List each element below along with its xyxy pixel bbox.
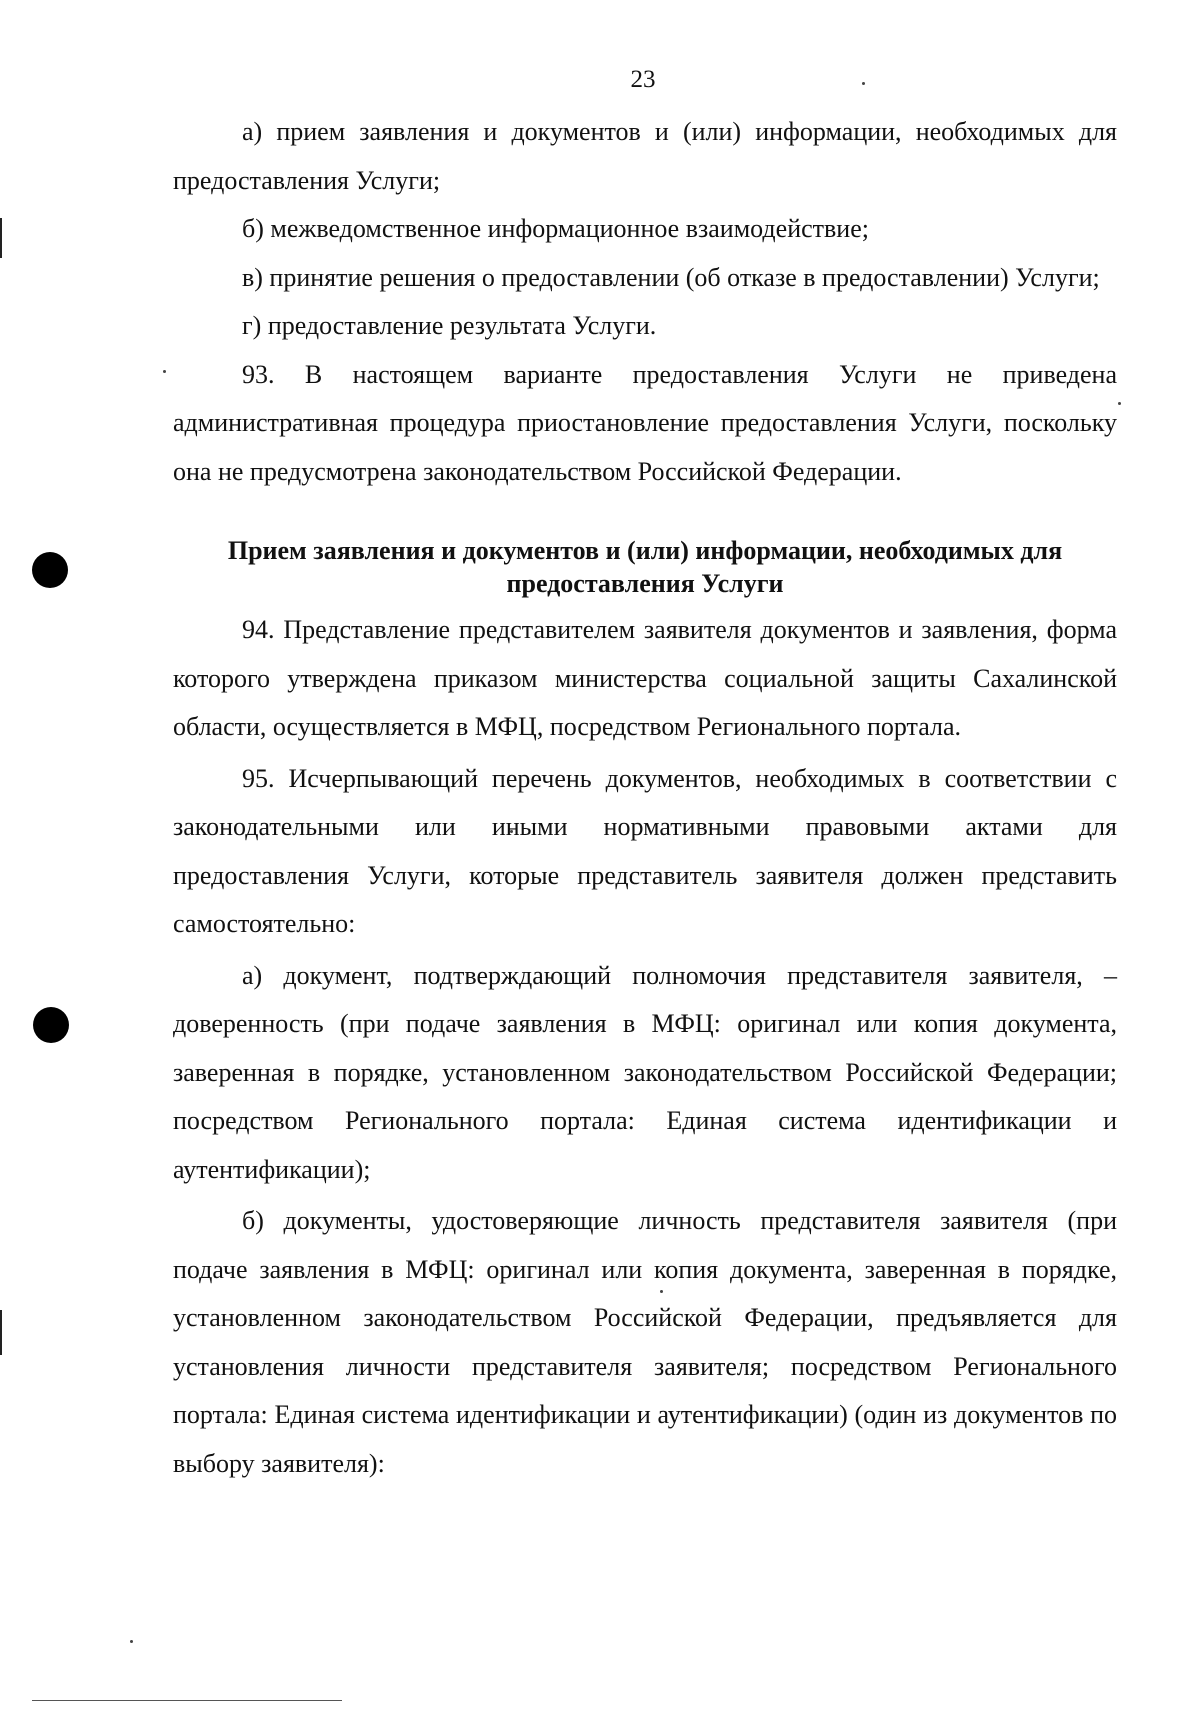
paragraph-94: 94. Представление представителем заявителя документов и заявления, форма которого утверждена приказом министерства социальной защиты Сахалинской области, осуществляется в МФЦ, посредством Регионального портала. (173, 615, 1117, 741)
scan-speck (130, 1640, 133, 1643)
punch-hole-mark (33, 1007, 69, 1043)
list-item-a: а) документ, подтверждающий полномочия представителя заявителя, – доверенность (при подаче заявления в МФЦ: оригинал или копия документа, заверенная в порядке, установленном законодательством Российской Федерации; посредством Регионального портала: Единая система идентификации и аутентификации); (173, 960, 1117, 1184)
punch-hole-mark (32, 552, 68, 588)
document-body (173, 108, 1117, 1488)
list-item-a: а) прием заявления и документов и (или) информации, необходимых для предоставления Услуги; (173, 117, 1117, 195)
page-number: 23 (630, 66, 656, 93)
list-item-d: г) предоставление результата Услуги. (242, 311, 657, 340)
section-heading: Прием заявления и документов и (или) информации, необходимых для предоставления Услуги (227, 536, 1063, 598)
paragraph-95: 95. Исчерпывающий перечень документов, необходимых в соответствии с законодательными или иными нормативными правовыми актами для предоставления Услуги, которые представитель заявителя должен представить самостоятельно: (173, 763, 1117, 938)
scan-bottom-line (32, 1700, 342, 1701)
scan-edge-mark (0, 218, 2, 258)
scan-edge-mark (0, 1310, 2, 1355)
scan-speck (1118, 402, 1121, 405)
list-item-c: в) принятие решения о предоставлении (об отказе в предоставлении) Услуги; (242, 262, 1100, 292)
paragraph-93: 93. В настоящем варианте предоставления Услуги не приведена административная процедура приостановление предоставления Услуги, поскольку она не предусмотрена законодательством Российской Федерации. (173, 359, 1117, 486)
scan-speck (862, 82, 865, 85)
scan-speck (163, 370, 166, 373)
list-item-b: б) документы, удостоверяющие личность представителя заявителя (при подаче заявления в МФЦ: оригинал или копия документа, заверенная в порядке, установленном законодательством Российской Федерации, предъявляется для установления личности представителя заявителя; посредством Регионального портала: Единая система идентификации и аутентификации) (один из документов по выбору заявителя): (173, 1206, 1117, 1478)
list-item-b: б) межведомственное информационное взаимодействие; (242, 214, 869, 243)
